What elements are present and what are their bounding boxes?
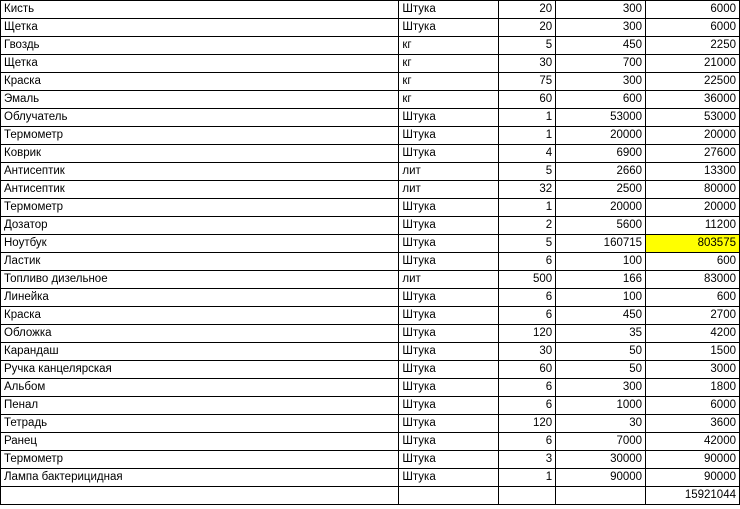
cell-unit[interactable]: Штука: [399, 307, 499, 325]
cell-item-name[interactable]: Коврик: [1, 145, 399, 163]
cell-unit[interactable]: Штука: [399, 451, 499, 469]
cell-quantity[interactable]: 1: [499, 109, 556, 127]
cell-empty[interactable]: [1, 487, 399, 505]
cell-item-name[interactable]: Термометр: [1, 451, 399, 469]
cell-quantity[interactable]: 2: [499, 217, 556, 235]
total-row: [1, 487, 740, 505]
cell-item-name[interactable]: Карандаш: [1, 343, 399, 361]
cell-quantity[interactable]: 60: [499, 91, 556, 109]
cell-quantity[interactable]: 6: [499, 433, 556, 451]
cell-unit[interactable]: Штука: [399, 361, 499, 379]
cell-unit[interactable]: Штука: [399, 199, 499, 217]
cell-unit[interactable]: Штука: [399, 1, 499, 19]
cell-price[interactable]: 160715: [556, 235, 646, 253]
cell-sum[interactable]: 27600: [646, 145, 740, 163]
cell-unit[interactable]: Штука: [399, 253, 499, 271]
table-row: [1, 217, 740, 235]
cell-sum[interactable]: 6000: [646, 397, 740, 415]
cell-price[interactable]: 30: [556, 415, 646, 433]
cell-unit[interactable]: лит: [399, 181, 499, 199]
cell-item-name[interactable]: Краска: [1, 307, 399, 325]
cell-quantity[interactable]: 30: [499, 55, 556, 73]
cell-unit[interactable]: Штука: [399, 217, 499, 235]
cell-unit[interactable]: лит: [399, 271, 499, 289]
cell-price[interactable]: 20000: [556, 199, 646, 217]
cell-quantity[interactable]: 32: [499, 181, 556, 199]
table-row: [1, 91, 740, 109]
cell-unit[interactable]: Штука: [399, 127, 499, 145]
cell-quantity[interactable]: 5: [499, 163, 556, 181]
table-row: [1, 109, 740, 127]
cell-item-name[interactable]: Гвоздь: [1, 37, 399, 55]
cell-item-name[interactable]: Эмаль: [1, 91, 399, 109]
table-row: [1, 163, 740, 181]
cell-unit[interactable]: Штука: [399, 109, 499, 127]
cell-price[interactable]: 450: [556, 37, 646, 55]
cell-sum[interactable]: 3000: [646, 361, 740, 379]
cell-quantity[interactable]: 1: [499, 199, 556, 217]
cell-price[interactable]: 2660: [556, 163, 646, 181]
table-row: [1, 379, 740, 397]
cell-unit[interactable]: Штука: [399, 397, 499, 415]
cell-item-name[interactable]: Тетрадь: [1, 415, 399, 433]
cell-sum[interactable]: 21000: [646, 55, 740, 73]
cell-quantity[interactable]: 5: [499, 37, 556, 55]
table-row: [1, 181, 740, 199]
table-row: [1, 253, 740, 271]
cell-unit[interactable]: лит: [399, 163, 499, 181]
cell-unit[interactable]: Штука: [399, 379, 499, 397]
cell-sum[interactable]: 11200: [646, 217, 740, 235]
table-row: [1, 289, 740, 307]
cell-sum[interactable]: 600: [646, 253, 740, 271]
cell-price[interactable]: 300: [556, 73, 646, 91]
cell-sum[interactable]: 36000: [646, 91, 740, 109]
cell-item-name[interactable]: Дозатор: [1, 217, 399, 235]
cell-sum[interactable]: 6000: [646, 19, 740, 37]
cell-empty[interactable]: [556, 487, 646, 505]
table-row: [1, 55, 740, 73]
cell-quantity[interactable]: 120: [499, 325, 556, 343]
cell-sum[interactable]: 2700: [646, 307, 740, 325]
cell-unit[interactable]: Штука: [399, 19, 499, 37]
cell-sum[interactable]: 90000: [646, 451, 740, 469]
cell-price[interactable]: 700: [556, 55, 646, 73]
cell-price[interactable]: 35: [556, 325, 646, 343]
cell-item-name[interactable]: Пенал: [1, 397, 399, 415]
cell-item-name[interactable]: Облучатель: [1, 109, 399, 127]
table-row: [1, 325, 740, 343]
table-row: [1, 145, 740, 163]
table-row: [1, 451, 740, 469]
cell-unit[interactable]: Штука: [399, 289, 499, 307]
cell-item-name[interactable]: Краска: [1, 73, 399, 91]
cell-price[interactable]: 6900: [556, 145, 646, 163]
cell-price[interactable]: 50: [556, 343, 646, 361]
cell-unit[interactable]: Штука: [399, 469, 499, 487]
cell-unit[interactable]: Штука: [399, 415, 499, 433]
cell-price[interactable]: 300: [556, 1, 646, 19]
cell-quantity[interactable]: 6: [499, 307, 556, 325]
cell-price[interactable]: 300: [556, 379, 646, 397]
cell-price[interactable]: 2500: [556, 181, 646, 199]
cell-item-name[interactable]: Термометр: [1, 199, 399, 217]
cell-price[interactable]: 30000: [556, 451, 646, 469]
cell-sum[interactable]: 53000: [646, 109, 740, 127]
table-row: [1, 271, 740, 289]
cell-quantity[interactable]: 75: [499, 73, 556, 91]
cell-quantity[interactable]: 4: [499, 145, 556, 163]
cell-price[interactable]: 5600: [556, 217, 646, 235]
cell-item-name[interactable]: Обложка: [1, 325, 399, 343]
cell-item-name[interactable]: Лампа бактерицидная: [1, 469, 399, 487]
cell-sum[interactable]: 803575: [646, 235, 740, 253]
table-row: [1, 397, 740, 415]
cell-unit[interactable]: Штука: [399, 433, 499, 451]
table-row: [1, 19, 740, 37]
cell-price[interactable]: 300: [556, 19, 646, 37]
cell-sum[interactable]: 1500: [646, 343, 740, 361]
cell-sum[interactable]: 6000: [646, 1, 740, 19]
cell-unit[interactable]: кг: [399, 37, 499, 55]
cell-quantity[interactable]: 20: [499, 19, 556, 37]
cell-quantity[interactable]: 6: [499, 379, 556, 397]
cell-sum[interactable]: 20000: [646, 199, 740, 217]
cell-price[interactable]: 50: [556, 361, 646, 379]
cell-sum[interactable]: 22500: [646, 73, 740, 91]
cell-total-sum[interactable]: 15921044: [646, 487, 740, 505]
cell-quantity[interactable]: 20: [499, 1, 556, 19]
table-row: [1, 307, 740, 325]
cell-quantity[interactable]: 30: [499, 343, 556, 361]
cell-item-name[interactable]: Антисептик: [1, 163, 399, 181]
cell-unit[interactable]: Штука: [399, 145, 499, 163]
cell-price[interactable]: 7000: [556, 433, 646, 451]
cell-unit[interactable]: кг: [399, 91, 499, 109]
cell-quantity[interactable]: 1: [499, 469, 556, 487]
cell-price[interactable]: 53000: [556, 109, 646, 127]
cell-price[interactable]: 100: [556, 253, 646, 271]
cell-sum[interactable]: 4200: [646, 325, 740, 343]
cell-unit[interactable]: Штука: [399, 343, 499, 361]
table-row: [1, 433, 740, 451]
cell-quantity[interactable]: 1: [499, 127, 556, 145]
table-row: [1, 127, 740, 145]
cell-quantity[interactable]: 6: [499, 397, 556, 415]
cell-sum[interactable]: 1800: [646, 379, 740, 397]
cell-unit[interactable]: кг: [399, 73, 499, 91]
cell-quantity[interactable]: 120: [499, 415, 556, 433]
cell-unit[interactable]: кг: [399, 55, 499, 73]
cell-empty[interactable]: [399, 487, 499, 505]
cell-item-name[interactable]: Ноутбук: [1, 235, 399, 253]
cell-item-name[interactable]: Ластик: [1, 253, 399, 271]
cell-quantity[interactable]: 6: [499, 289, 556, 307]
cell-sum[interactable]: 13300: [646, 163, 740, 181]
table-row: [1, 415, 740, 433]
table-row: [1, 343, 740, 361]
cell-quantity[interactable]: 60: [499, 361, 556, 379]
table-row: [1, 73, 740, 91]
cell-item-name[interactable]: Ранец: [1, 433, 399, 451]
cell-quantity[interactable]: 5: [499, 235, 556, 253]
cell-price[interactable]: 600: [556, 91, 646, 109]
table-row: [1, 199, 740, 217]
cell-price[interactable]: 166: [556, 271, 646, 289]
cell-sum[interactable]: 20000: [646, 127, 740, 145]
cell-sum[interactable]: 600: [646, 289, 740, 307]
cell-item-name[interactable]: Ручка канцелярская: [1, 361, 399, 379]
cell-quantity[interactable]: 6: [499, 253, 556, 271]
table-row: [1, 1, 740, 19]
spreadsheet-body: [1, 1, 740, 505]
table-row: [1, 37, 740, 55]
cell-item-name[interactable]: Термометр: [1, 127, 399, 145]
cell-price[interactable]: 20000: [556, 127, 646, 145]
cell-item-name[interactable]: Топливо дизельное: [1, 271, 399, 289]
cell-item-name[interactable]: Кисть: [1, 1, 399, 19]
cell-sum[interactable]: 3600: [646, 415, 740, 433]
cell-unit[interactable]: Штука: [399, 325, 499, 343]
table-row: [1, 235, 740, 253]
cell-item-name[interactable]: Антисептик: [1, 181, 399, 199]
cell-price[interactable]: 100: [556, 289, 646, 307]
cell-item-name[interactable]: Щетка: [1, 55, 399, 73]
cell-price[interactable]: 450: [556, 307, 646, 325]
table-row: [1, 361, 740, 379]
cell-item-name[interactable]: Линейка: [1, 289, 399, 307]
cell-quantity[interactable]: 3: [499, 451, 556, 469]
cell-item-name[interactable]: Альбом: [1, 379, 399, 397]
cell-sum[interactable]: 83000: [646, 271, 740, 289]
cell-empty[interactable]: [499, 487, 556, 505]
cell-price[interactable]: 90000: [556, 469, 646, 487]
cell-unit[interactable]: Штука: [399, 235, 499, 253]
cell-sum[interactable]: 90000: [646, 469, 740, 487]
cell-sum[interactable]: 42000: [646, 433, 740, 451]
cell-sum[interactable]: 2250: [646, 37, 740, 55]
cell-item-name[interactable]: Щетка: [1, 19, 399, 37]
cell-sum[interactable]: 80000: [646, 181, 740, 199]
table-row: [1, 469, 740, 487]
cell-price[interactable]: 1000: [556, 397, 646, 415]
cell-quantity[interactable]: 500: [499, 271, 556, 289]
